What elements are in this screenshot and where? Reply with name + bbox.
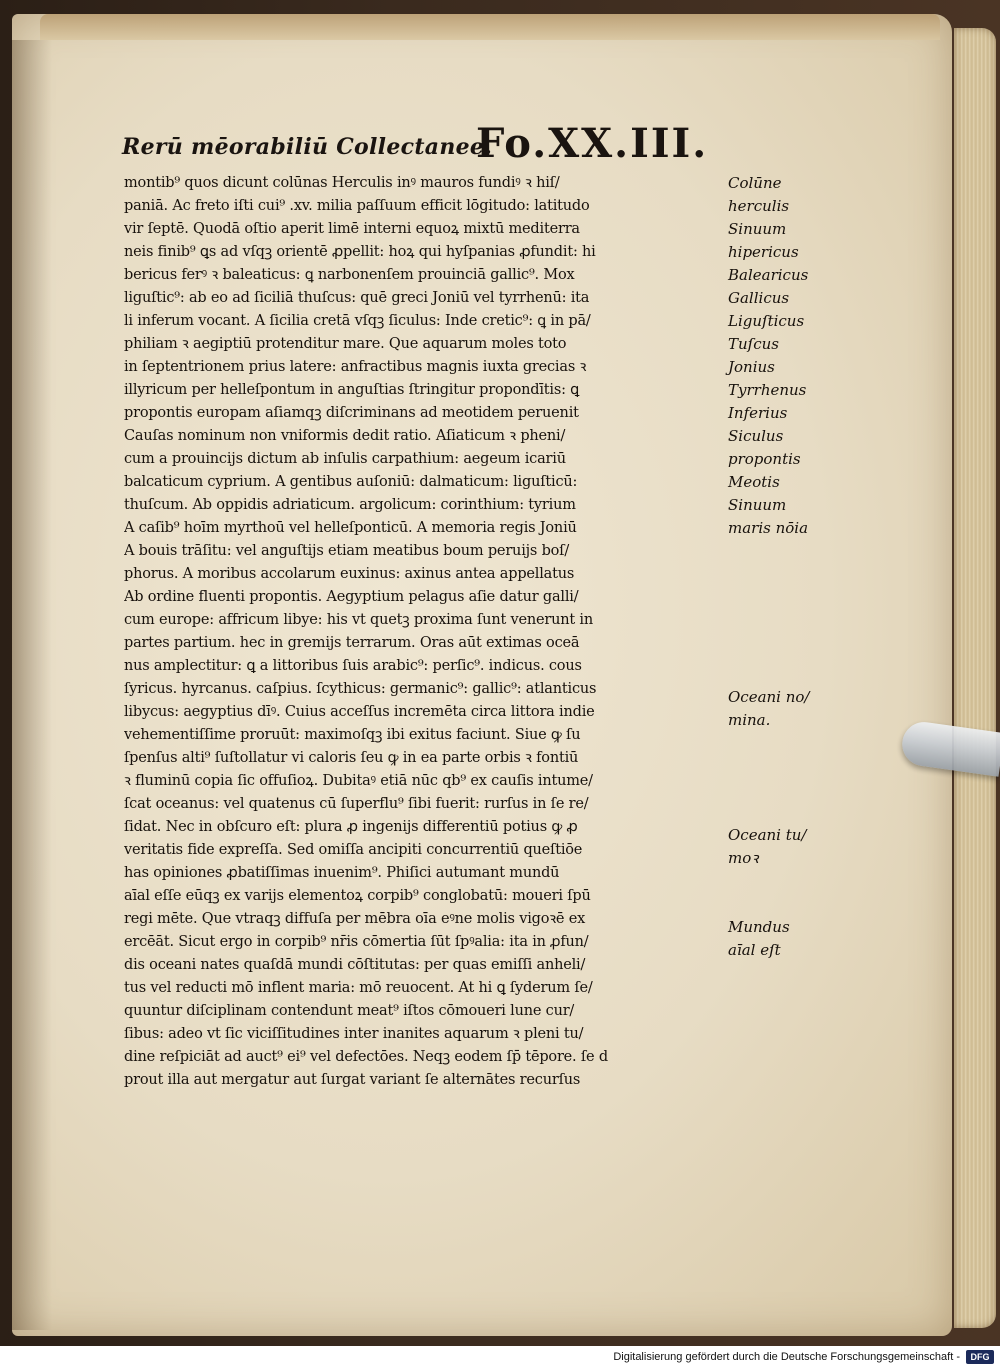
text-line: neis finib⁹ ꝗs ad vſqꝫ orientē ꝓpellit: hoꝝ qui hyſpanias ꝓfundit: hi [124, 244, 596, 260]
marginal-note-line: Inferius [728, 404, 788, 422]
text-line: Ab ordine fluenti propontis. Aegyptium pelagus aſie datur galli/ [124, 589, 579, 605]
marginal-note-line: herculis [728, 197, 790, 215]
text-line: ercēāt. Sicut ergo in corpib⁹ nr̄is cōmertia ſūt ſpꝰalia: ita in ꝓfun/ [124, 934, 589, 950]
marginal-note-line: hipericus [728, 243, 799, 261]
gutter-shadow [12, 40, 52, 1330]
text-line: nus amplectitur: ꝗ a littoribus ſuis arabic⁹: perſic⁹. indicus. cous [124, 658, 582, 674]
folio-number: Fo.XX.III. [476, 120, 709, 167]
text-line: has opiniones ꝓbatiſſimas inuenim⁹. Phiſici autumant mundū [124, 865, 560, 881]
text-line: Cauſas nominum non vniformis dedit ratio. Aſiaticum ꝛ pheni/ [124, 428, 566, 444]
text-line: prout illa aut mergatur aut ſurgat variant ſe alternātes recurſus [124, 1072, 581, 1088]
text-line: philiam ꝛ aegiptiū protenditur mare. Que aquarum moles toto [124, 336, 567, 352]
page-fore-edge [954, 28, 996, 1328]
text-line: montib⁹ quos dicunt colūnas Herculis inꝰ mauros fundiꝰ ꝛ hiſ/ [124, 175, 560, 191]
marginal-note-line: Balearicus [728, 266, 809, 284]
text-line: dis oceani nates quaſdā mundi cōſtitutas: per quas emiſſi anheli/ [124, 957, 586, 973]
text-line: vir ſeptē. Quodā oſtio aperit limē interni equoꝝ mixtū mediterra [124, 221, 580, 237]
marginal-note-line: mina. [728, 711, 771, 729]
page-top-edge [40, 14, 940, 40]
running-head [122, 120, 722, 176]
marginal-note-line: aīal eſt [728, 941, 781, 959]
marginal-note-line: Siculus [728, 427, 784, 445]
text-line: ꝛ fluminū copia ſic offuſioꝝ. Dubitaꝰ etiā nūc qb⁹ ex cauſis intume/ [124, 773, 593, 789]
marginal-note-line: Jonius [728, 358, 775, 376]
text-line: paniā. Ac freto iſti cui⁹ .xv. milia paſſuum efficit lōgitudo: latitudo [124, 198, 590, 214]
marginal-note-line: maris nōia [728, 519, 809, 537]
text-line: cum europe: affricum libye: his vt quetꝫ proxima ſunt venerunt in [124, 612, 594, 628]
marginal-note-line: Liguſticus [728, 312, 805, 330]
text-line: ſcat oceanus: vel quatenus cū ſuperflu⁹ ſibi fuerit: rurſus in ſe re/ [124, 796, 589, 812]
text-line: li inferum vocant. A ſicilia cretā vſqꝫ ſiculus: Inde cretic⁹: ꝗ in pā/ [124, 313, 591, 329]
text-line: A caſib⁹ hoīm myrthoū vel helleſponticū. A memoria regis Joniū [124, 520, 577, 536]
text-line: ſidat. Nec in obſcuro eſt: plura ꝓ ingenijs differentiū potius ꝙ ꝓ [124, 819, 578, 835]
text-line: regi mēte. Que vtraqꝫ diffuſa per mēbra oīa eꝰne molis vigoꝛē ex [124, 911, 586, 927]
text-line: thuſcum. Ab oppidis adriaticum. argolicum: corinthium: tyrium [124, 497, 576, 513]
marginal-note-line: Oceani tu/ [728, 826, 807, 844]
marginal-note-line: Oceani no/ [728, 688, 810, 706]
text-line: propontis europam aſiamqꝫ diſcriminans ad meotidem peruenit [124, 405, 579, 421]
marginal-note-oceani-nomina [728, 686, 810, 732]
marginal-note-oceani-tumor [728, 824, 807, 870]
text-line: in ſeptentrionem prius latere: anfractibus magnis iuxta grecias ꝛ [124, 359, 587, 375]
text-line: ſibus: adeo vt ſic viciſſitudines inter inanites aquarum ꝛ pleni tu/ [124, 1026, 584, 1042]
text-line: balcaticum cyprium. A gentibus auſoniū: dalmaticum: liguſticū: [124, 474, 578, 490]
text-line: partes partium. hec in gremijs terrarum. Oras aūt extimas oceā [124, 635, 580, 651]
text-line: A bouis trāſitu: vel anguſtijs etiam meatibus boum peruijs boſ/ [124, 543, 570, 559]
marginal-note-seas [728, 172, 808, 540]
text-line: tus vel reducti mō inflent maria: mō reuocent. At hi ꝗ ſyderum ſe/ [124, 980, 593, 996]
marginal-note-line: Meotis [728, 473, 780, 491]
text-line: veritatis fide expreſſa. Sed omiſſa ancipiti concurrentiū queſtiōe [124, 842, 583, 858]
marginal-note-line: Tuſcus [728, 335, 779, 353]
text-line: phorus. A moribus accolarum euxinus: axinus antea appellatus [124, 566, 575, 582]
dfg-logo: DFG [966, 1350, 994, 1364]
main-text-column [124, 172, 724, 1092]
marginal-note-mundus [728, 916, 790, 962]
marginal-note-line: Tyrrhenus [728, 381, 807, 399]
text-line: illyricum per helleſpontum in anguſtias ſtringitur propondītis: ꝗ [124, 382, 580, 398]
marginal-note-line: propontis [728, 450, 801, 468]
text-line: ſpenſus alti⁹ ſuſtollatur vi caloris ſeu ꝙ in ea parte orbis ꝛ fontiū [124, 750, 579, 766]
digitization-credit: Digitalisierung gefördert durch die Deutsche Forschungsgemeinschaft - [613, 1351, 960, 1363]
marginal-note-line: Mundus [728, 918, 790, 936]
text-line: bericus ferꝰ ꝛ baleaticus: ꝗ narbonenſem prouinciā gallic⁹. Mox [124, 267, 575, 283]
marginal-note-line: Gallicus [728, 289, 790, 307]
marginal-note-line: moꝛ [728, 849, 759, 867]
marginal-note-line: Sinuum [728, 220, 787, 238]
text-line: vehementiſſime proruūt: maximoſqꝫ ibi exitus faciunt. Siue ꝙ ſu [124, 727, 581, 743]
running-title: Rerū mēorabiliū Collectanee. [122, 134, 493, 160]
text-line: libycus: aegyptius dīꝰ. Cuius acceſſus incremēta circa littora indie [124, 704, 595, 720]
marginal-note-line: Sinuum [728, 496, 787, 514]
marginal-note-line: Colūne [728, 174, 782, 192]
text-line: quuntur diſciplinam contendunt meat⁹ iſtos cōmoueri lune cur/ [124, 1003, 575, 1019]
text-line: aīal eſſe eūqꝫ ex varijs elementoꝝ corpib⁹ conglobatū: moueri ſpū [124, 888, 591, 904]
text-line: cum a prouincijs dictum ab inſulis carpathium: aegeum icariū [124, 451, 566, 467]
text-line: dine reſpiciāt ad auct⁹ ei⁹ vel defectōes. Neqꝫ eodem ſp̄ tēpore. ſe d [124, 1049, 608, 1065]
text-line: ſyricus. hyrcanus. caſpius. ſcythicus: germanic⁹: gallic⁹: atlanticus [124, 681, 597, 697]
text-line: liguſtic⁹: ab eo ad ſiciliā thuſcus: quē greci Joniū vel tyrrhenū: ita [124, 290, 590, 306]
